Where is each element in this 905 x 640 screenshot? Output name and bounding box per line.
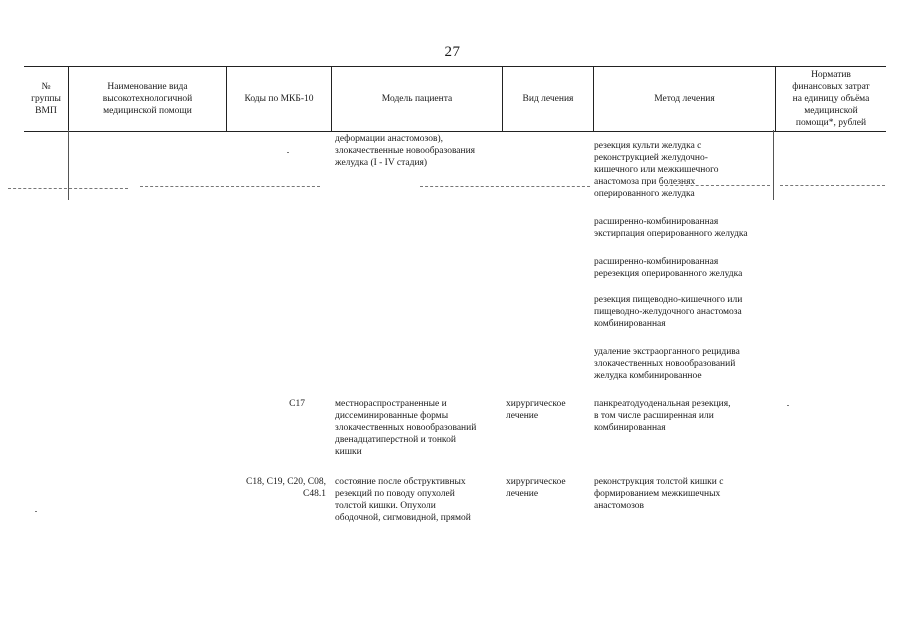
method-cell: панкреатодуоденальная резекция, в том числе расширенная или комбинированная (594, 399, 731, 433)
scan-speck (787, 405, 789, 406)
header-cost-norm-text: Норматив финансовых затрат на единицу объёма медицинской помощи*, рублей (792, 70, 870, 128)
method-cell: расширенно-комбинированная ререзекция оперированного желудка (594, 257, 743, 279)
scan-artifact (140, 186, 320, 187)
page-number: 27 (444, 44, 461, 60)
patient-model-cell: местнораспространенные и диссеминированные формы злокачественных новообразований двенадцатиперстной и тонкой кишки (335, 399, 477, 457)
method-cell: резекция культи желудка с реконструкцией желудочно- кишечного или межкишечного анастомоза при болезнях оперированного желудка (594, 141, 719, 199)
scan-artifact (420, 186, 590, 187)
method-cell: удаление экстраорганного рецидива злокачественных новообразований желудка комбинированное (594, 347, 740, 381)
header-group-number-text: № группы ВМП (31, 82, 61, 116)
header-patient-model (332, 67, 503, 131)
header-care-type-text: Наименование вида высокотехнологичной медицинской помощи (102, 82, 193, 116)
header-treatment-method (594, 67, 776, 131)
icd-codes-cell: C18, C19, C20, C08, C48.1 (246, 477, 326, 499)
scan-speck (35, 511, 37, 512)
scan-artifact (8, 188, 128, 189)
patient-model-cell: состояние после обструктивных резекций по поводу опухолей толстой кишки. Опухоли ободочной, сигмовидной, прямой (335, 477, 471, 523)
method-cell: резекция пищеводно-кишечного или пищеводно-желудочного анастомоза комбинированная (594, 295, 743, 329)
header-cost-norm (776, 67, 886, 131)
table-header (24, 66, 886, 132)
header-care-type (69, 67, 227, 131)
icd-codes-cell: C17 (289, 399, 305, 409)
header-icd-codes (227, 67, 332, 131)
column-divider (68, 130, 69, 200)
scan-artifact (780, 185, 885, 186)
scan-speck (287, 152, 289, 153)
header-icd-codes-text: Коды по МКБ-10 (244, 94, 314, 104)
treatment-type-cell: хирургическое лечение (506, 477, 566, 499)
method-cell: расширенно-комбинированная экстирпация оперированного желудка (594, 217, 748, 239)
header-group-number (24, 67, 69, 131)
header-patient-model-text: Модель пациента (381, 94, 453, 104)
header-treatment-type (503, 67, 594, 131)
patient-model-cell: деформации анастомозов), злокачественные новообразования желудка (I - IV стадия) (335, 134, 476, 168)
method-cell: реконструкция толстой кишки с формированием межкишечных анастомозов (594, 477, 724, 511)
header-treatment-method-text: Метод лечения (654, 94, 715, 104)
treatment-type-cell: хирургическое лечение (506, 399, 566, 421)
header-treatment-type-text: Вид лечения (522, 94, 574, 104)
